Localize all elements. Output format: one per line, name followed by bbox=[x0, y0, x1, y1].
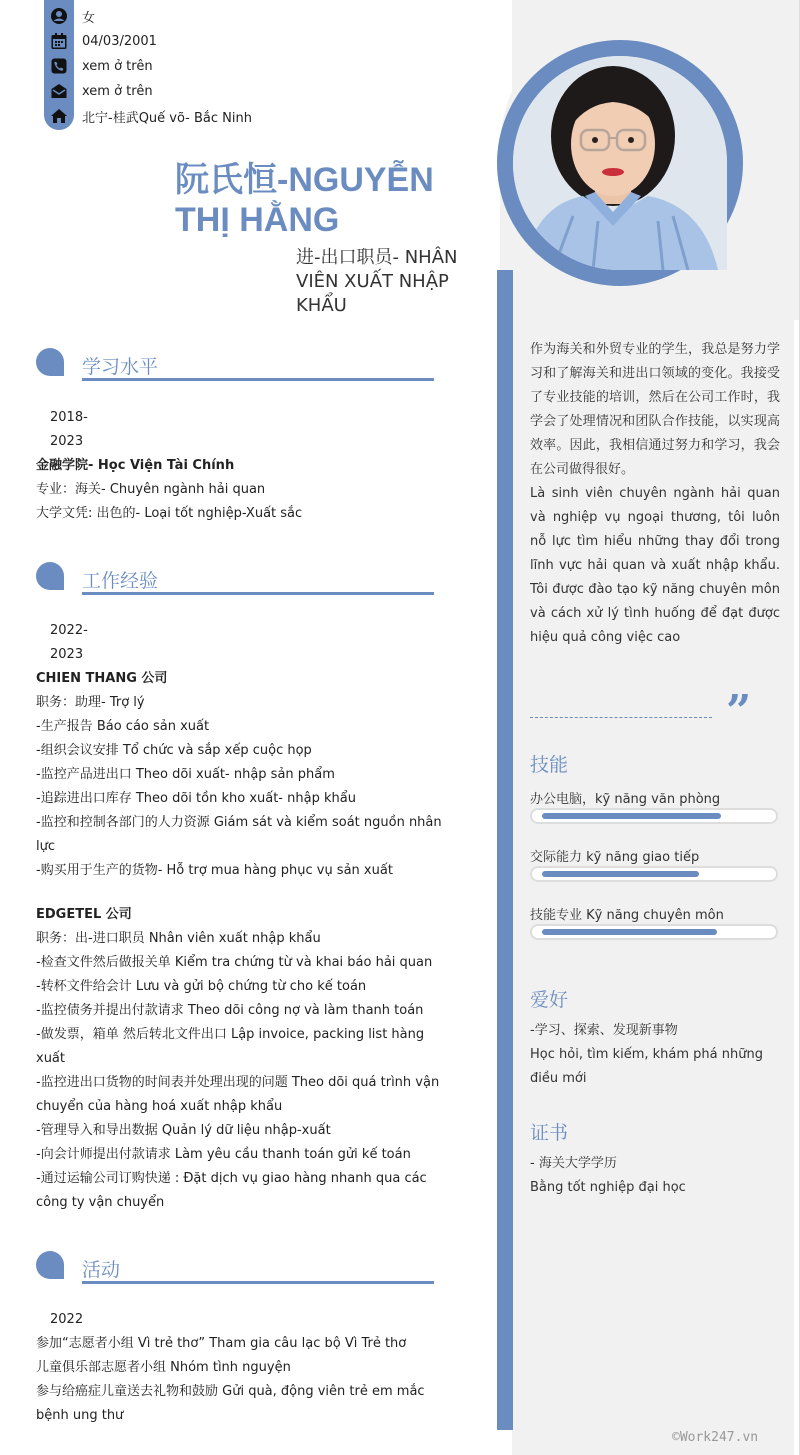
contact-dob bbox=[50, 29, 157, 53]
activity-item: 参与给癌症儿童送去礼物和鼓励 Gửi quà, động viên trẻ em mắc bệnh ung thư bbox=[36, 1384, 425, 1423]
section-divider bbox=[82, 378, 434, 381]
skill-level-fill bbox=[542, 929, 717, 935]
job-duty: -监控产品进出口 Theo dõi xuất- nhập sản phẩm bbox=[36, 767, 335, 782]
skill-level-fill bbox=[542, 813, 721, 819]
job-duty: -监控债务并提出付款请求 Theo dõi công nợ và làm thanh toán bbox=[36, 1003, 424, 1018]
hobbies-body bbox=[530, 1019, 785, 1091]
education-year-end: 2023 bbox=[50, 434, 84, 449]
hobbies-title: 爱好 bbox=[530, 989, 569, 1011]
section-bullet-icon bbox=[36, 562, 64, 590]
job-duty: -向会计师提出付款请求 Làm yêu cầu thanh toán gửi kế toán bbox=[36, 1147, 411, 1162]
skill-label: 办公电脑，kỹ năng văn phòng bbox=[530, 792, 721, 807]
about-section bbox=[530, 338, 780, 650]
contact-email bbox=[50, 79, 153, 103]
about-text-vi: Là sinh viên chuyên ngành hải quan và nghiệp vụ ngoại thương, tôi luôn nỗ lực tìm hiểu những thay đổi trong lĩnh vực hải quan và xuất nhập khẩu. Tôi được đào tạo kỹ năng chuyên môn và cách xử lý tình huống để đạt được hiệu quả công việc cao bbox=[530, 486, 780, 645]
activity-item: 参加“志愿者小组 Vì trẻ thơ” Tham gia câu lạc bộ Vì Trẻ thơ bbox=[36, 1336, 407, 1351]
phone-icon bbox=[50, 57, 68, 75]
calendar-icon bbox=[50, 32, 68, 50]
contact-address bbox=[50, 104, 252, 128]
skill-label: 技能专业 Kỹ năng chuyên môn bbox=[530, 908, 724, 923]
certificate-item: - 海关大学学历 bbox=[530, 1156, 617, 1171]
education-heading bbox=[36, 348, 434, 388]
job-duty: -监控和控制各部门的人力资源 Giám sát và kiểm soát nguồn nhân lực bbox=[36, 815, 442, 854]
dob-text: 04/03/2001 bbox=[82, 33, 157, 49]
activity-item: 儿童俱乐部志愿者小组 Nhóm tình nguyện bbox=[36, 1360, 291, 1375]
hobby-item: -学习、探索、发现新事物 bbox=[530, 1023, 678, 1038]
about-divider bbox=[530, 717, 712, 718]
profile-photo bbox=[513, 56, 727, 270]
skill-bar bbox=[530, 808, 778, 824]
skills-title: 技能 bbox=[530, 754, 569, 776]
education-year-start: 2018- bbox=[50, 410, 88, 425]
contact-phone bbox=[50, 54, 153, 78]
spacer bbox=[36, 883, 446, 903]
experience-year-end: 2023 bbox=[50, 647, 84, 662]
job-duty: 职务：助理- Trợ lý bbox=[36, 695, 145, 710]
skill-bar bbox=[530, 866, 778, 882]
experience-year-start: 2022- bbox=[50, 623, 88, 638]
skill-level-fill bbox=[542, 871, 699, 877]
education-major: 专业：海关- Chuyên ngành hải quan bbox=[36, 482, 266, 497]
section-divider bbox=[82, 1281, 434, 1284]
certificates-title: 证书 bbox=[530, 1122, 569, 1144]
section-bullet-icon bbox=[36, 348, 64, 376]
job-duty: -组织会议安排 Tổ chức và sắp xếp cuộc họp bbox=[36, 743, 312, 758]
hobby-item: Học hỏi, tìm kiếm, khám phá những điều mới bbox=[530, 1047, 763, 1086]
experience-body bbox=[36, 619, 446, 1215]
experience-heading bbox=[36, 562, 434, 602]
right-accent-bar bbox=[497, 270, 513, 1430]
education-degree: 大学文凭: 出色的- Loại tốt nghiệp-Xuất sắc bbox=[36, 506, 303, 521]
skill-label: 交际能力 kỹ năng giao tiếp bbox=[530, 850, 700, 865]
education-body bbox=[36, 406, 446, 526]
activities-heading bbox=[36, 1251, 434, 1291]
candidate-name: 阮氏恒-NGUYỄN THỊ HẰNG bbox=[175, 161, 434, 239]
about-text-zh: 作为海关和外贸专业的学生，我总是努力学习和了解海关和进出口领域的变化。我接受了专业技能的培训，然后在公司工作时，我学会了处理情况和团队合作技能，以实现高效率。因此，我相信通过努力和学习，我会在公司做得很好。 bbox=[530, 342, 780, 477]
email-text: xem ở trên bbox=[82, 83, 153, 99]
job-company: CHIEN THANG 公司 bbox=[36, 671, 168, 686]
job-duty: -检查文件然后做报关单 Kiểm tra chứng từ và khai báo hải quan bbox=[36, 955, 433, 970]
job-duty: -转杯文件给会计 Lưu và gửi bộ chứng từ cho kế toán bbox=[36, 979, 367, 994]
job-duty: 职务：出-进口职员 Nhân viên xuất nhập khẩu bbox=[36, 931, 321, 946]
experience-title: 工作经验 bbox=[82, 570, 159, 592]
education-school: 金融学院- Học Viện Tài Chính bbox=[36, 458, 235, 473]
section-divider bbox=[82, 592, 434, 595]
certificate-item: Bằng tốt nghiệp đại học bbox=[530, 1180, 686, 1195]
user-circle-icon bbox=[50, 7, 68, 25]
skill-bar bbox=[530, 924, 778, 940]
job-duty: -追踪进出口库存 Theo dõi tồn kho xuất- nhập khẩu bbox=[36, 791, 356, 806]
certificates-body bbox=[530, 1152, 785, 1200]
section-bullet-icon bbox=[36, 1251, 64, 1279]
envelope-icon bbox=[50, 82, 68, 100]
home-icon bbox=[50, 107, 68, 125]
address-text: 北宁-桂武Quế võ- Bắc Ninh bbox=[82, 110, 252, 126]
education-title: 学习水平 bbox=[82, 356, 159, 378]
job-duty: -监控进出口货物的时间表并处理出现的问题 Theo dõi quá trình vận chuyển của hàng hoá xuất nhập khẩu bbox=[36, 1075, 440, 1114]
watermark: ©Work247.vn bbox=[672, 1430, 759, 1445]
gender-text: 女 bbox=[82, 10, 96, 26]
job-duty: -管理导入和导出数据 Quản lý dữ liệu nhập-xuất bbox=[36, 1123, 331, 1138]
job-duty: -生产报告 Báo cáo sản xuất bbox=[36, 719, 210, 734]
job-duty: -通过运输公司订购快递 : Đặt dịch vụ giao hàng nhanh qua các công ty vận chuyển bbox=[36, 1171, 427, 1210]
activities-title: 活动 bbox=[82, 1259, 121, 1281]
job-company: EDGETEL 公司 bbox=[36, 907, 132, 922]
job-title: 进-出口职员- NHÂN VIÊN XUẤT NHẬP KHẨU bbox=[296, 247, 458, 316]
job-duty: -购买用于生产的货物- Hỗ trợ mua hàng phục vụ sản xuất bbox=[36, 863, 393, 878]
activities-body bbox=[36, 1308, 446, 1428]
job-duty: -做发票，箱单 然后转北文件出口 Lập invoice, packing list hàng xuất bbox=[36, 1027, 425, 1066]
phone-text: xem ở trên bbox=[82, 58, 153, 74]
contact-gender bbox=[50, 4, 96, 28]
quote-icon: ” bbox=[726, 686, 752, 737]
activities-year: 2022 bbox=[50, 1312, 84, 1327]
